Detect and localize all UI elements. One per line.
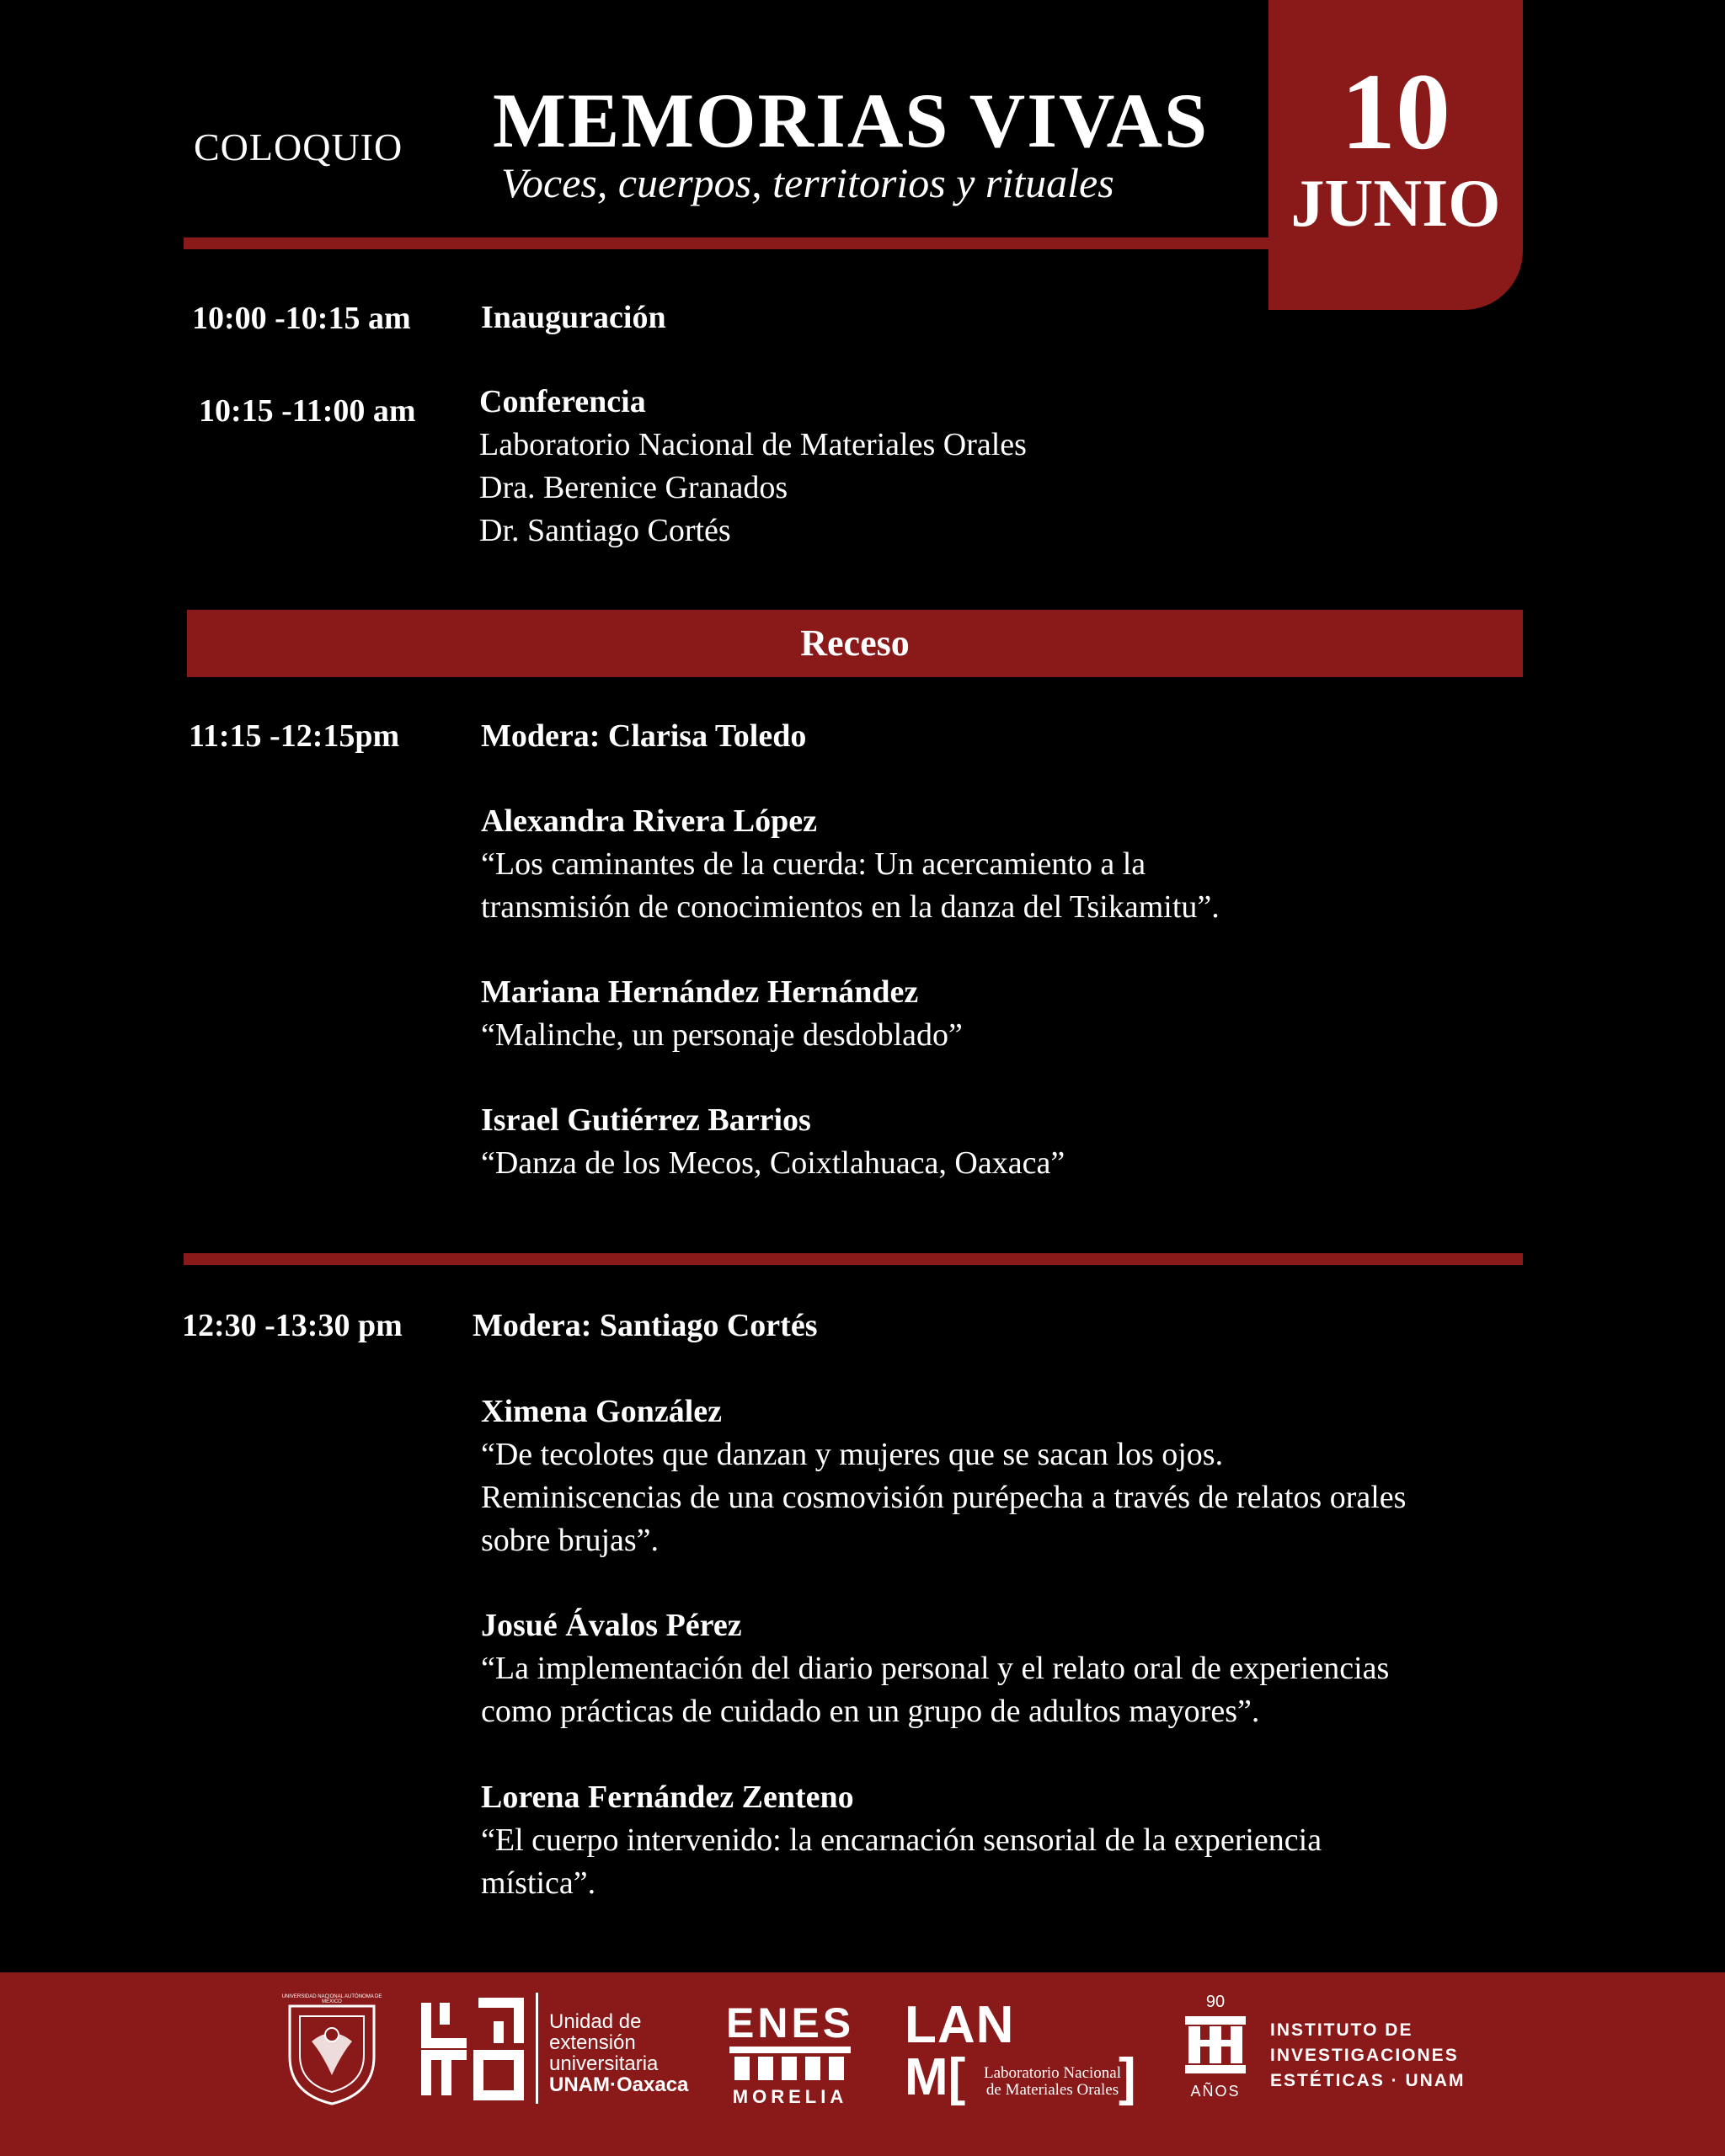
lanmo-bracket: ]: [1119, 2048, 1136, 2106]
conference-block: [479, 381, 1027, 552]
talk-title: “El cuerpo intervenido: la encarnación sensorial de la experiencia: [481, 1822, 1322, 1858]
enes-text: ENES: [726, 1999, 855, 2047]
header-divider: [184, 237, 1270, 249]
talk-title: mística”.: [481, 1865, 596, 1901]
date-badge: [1268, 0, 1523, 310]
talk-title: como prácticas de cuidado en un grupo de adultos mayores”.: [481, 1694, 1260, 1729]
event-subtitle: Voces, cuerpos, territorios y rituales: [501, 159, 1114, 206]
talk-speaker: Mariana Hernández Hernández: [481, 974, 919, 1010]
footer-logos: [0, 1972, 1725, 2156]
iie-text-line: ESTÉTICAS · UNAM: [1270, 2071, 1466, 2090]
talk-speaker: Ximena González: [481, 1394, 723, 1429]
ueu-text-line: universitaria: [549, 2052, 659, 2075]
conference-line: Dr. Santiago Cortés: [479, 513, 731, 548]
conference-label: Conferencia: [479, 384, 646, 419]
talk-title: “Danza de los Mecos, Coixtlahuaca, Oaxaca”: [481, 1145, 1065, 1181]
talk-title: “Los caminantes de la cuerda: Un acercamiento a la: [481, 846, 1146, 882]
break-banner: [187, 610, 1523, 677]
talk-item: [481, 1390, 1406, 1562]
lanmo-text: [984, 2065, 1121, 2099]
iie-pillars-icon: [1182, 2011, 1249, 2079]
iie-years-number: 90: [1205, 1993, 1226, 2011]
break-label: Receso: [800, 622, 910, 664]
ueu-text-line: Unidad de: [549, 2010, 642, 2033]
colloquium-label: COLOQUIO: [194, 125, 403, 168]
unam-seal-text: UNIVERSIDAD NACIONAL AUTÓNOMA DE MÉXICO: [281, 1994, 382, 2004]
panel1-time: 11:15 -12:15pm: [189, 718, 400, 754]
conference-line: Laboratorio Nacional de Materiales Orales: [479, 427, 1027, 462]
talk-speaker: Josué Ávalos Pérez: [481, 1608, 742, 1643]
talk-item: [481, 1604, 1389, 1733]
date-month: JUNIO: [1290, 167, 1501, 241]
panel2-moderator: Modera: Santiago Cortés: [473, 1308, 818, 1343]
lanmo-mark-top: LAN: [905, 1996, 1015, 2054]
talk-item: [481, 971, 963, 1057]
talk-speaker: Israel Gutiérrez Barrios: [481, 1102, 811, 1138]
section-divider: [184, 1253, 1523, 1265]
talk-title: “Malinche, un personaje desdoblado”: [481, 1017, 963, 1053]
panel1-moderator: Modera: Clarisa Toledo: [481, 718, 807, 754]
event-title: MEMORIAS VIVAS: [493, 77, 1210, 163]
iie-text-line: INVESTIGACIONES: [1270, 2046, 1459, 2065]
inauguration-time: 10:00 -10:15 am: [192, 301, 411, 336]
ueu-text: [549, 2011, 688, 2095]
talk-title: “De tecolotes que danzan y mujeres que se sacan los ojos.: [481, 1437, 1224, 1472]
lanmo-mark-bottom: M[: [905, 2048, 966, 2106]
ueu-text-line: UNAM·Oaxaca: [549, 2073, 689, 2096]
talk-title: “La implementación del diario personal y el relato oral de experiencias: [481, 1651, 1390, 1686]
talk-speaker: Lorena Fernández Zenteno: [481, 1780, 854, 1815]
ueu-mark-logo: [419, 1996, 526, 2102]
iie-text-line: INSTITUTO DE: [1270, 2020, 1413, 2040]
date-day: 10: [1341, 51, 1450, 173]
talk-title: transmisión de conocimientos en la danza del Tsikamitu”.: [481, 889, 1220, 925]
iie-mark-logo: [1178, 1993, 1253, 2100]
talk-item: [481, 1776, 1322, 1905]
talk-title: sobre brujas”.: [481, 1523, 660, 1558]
ueu-divider: [536, 1993, 538, 2104]
panel2-time: 12:30 -13:30 pm: [182, 1308, 403, 1343]
unam-seal-logo: [281, 1994, 382, 2107]
lanmo-text-line: de Materiales Orales: [985, 2081, 1119, 2099]
ueu-text-line: extensión: [549, 2031, 636, 2054]
enes-columns-icon: [726, 2045, 854, 2082]
talk-speaker: Alexandra Rivera López: [481, 803, 817, 839]
lanmo-text-line: Laboratorio Nacional: [984, 2064, 1122, 2082]
iie-years-label: AÑOS: [1190, 2083, 1241, 2100]
conference-time: 10:15 -11:00 am: [199, 393, 416, 429]
morelia-text: MORELIA: [732, 2086, 848, 2107]
talk-item: [481, 800, 1220, 929]
talk-item: [481, 1099, 1065, 1185]
lanmo-logo: [905, 1996, 1157, 2117]
talk-title: Reminiscencias de una cosmovisión purépecha a través de relatos orales: [481, 1480, 1407, 1515]
inauguration-label: Inauguración: [481, 300, 666, 335]
iie-text: [1270, 2018, 1466, 2094]
enes-morelia-logo: [726, 2001, 854, 2108]
conference-line: Dra. Berenice Granados: [479, 470, 788, 505]
